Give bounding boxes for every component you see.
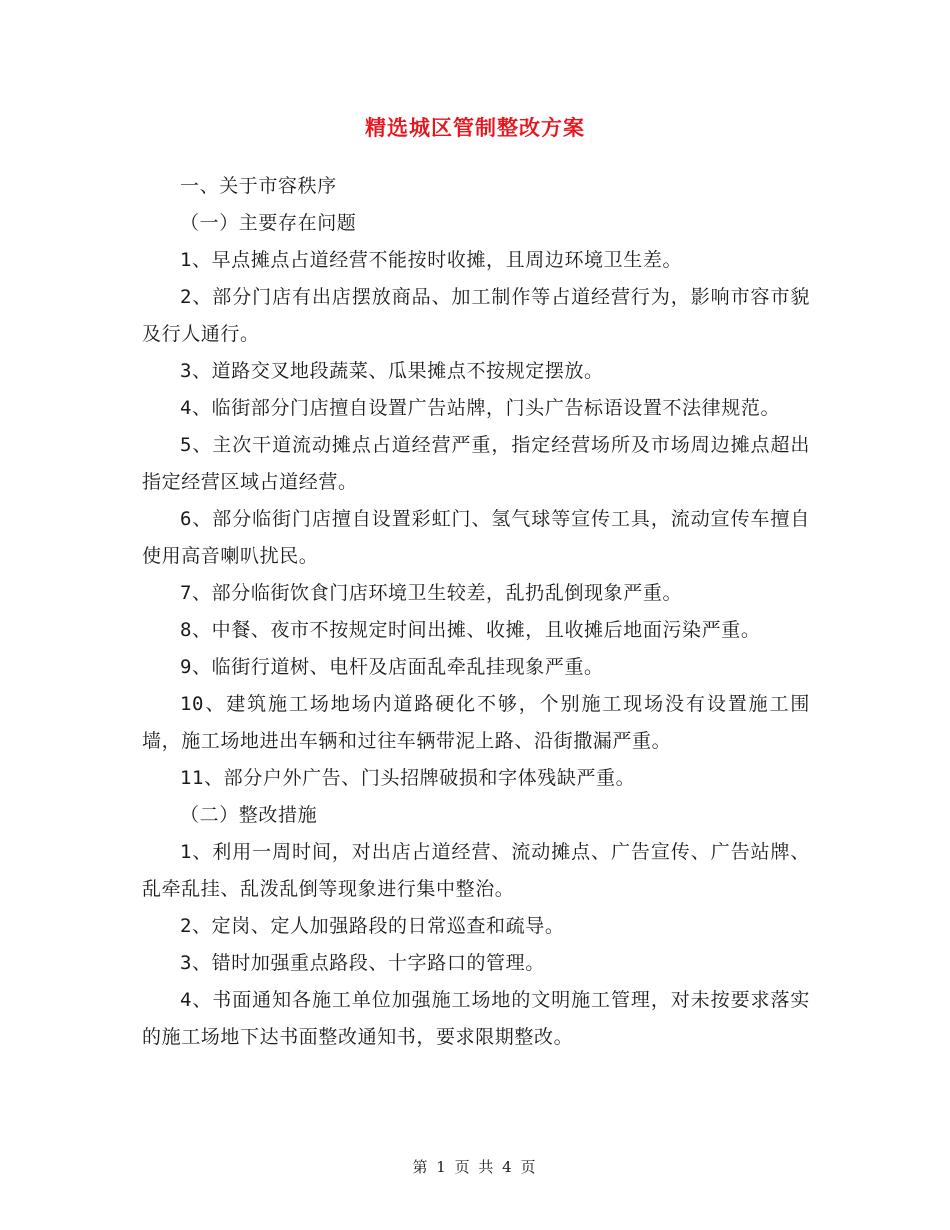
list-item: 2、定岗、定人加强路段的日常巡查和疏导。 (180, 915, 565, 937)
list-item: 3、道路交叉地段蔬菜、瓜果摊点不按规定摆放。 (180, 360, 604, 382)
list-item: 8、中餐、夜市不按规定时间出摊、收摊，且收摊后地面污染严重。 (180, 619, 761, 641)
subsection-heading: （二）整改措施 (180, 804, 318, 826)
list-item: 11、部分户外广告、门头招牌破损和字体残缺严重。 (180, 767, 636, 789)
list-item: 1、早点摊点占道经营不能按时收摊，且周边环境卫生差。 (180, 249, 683, 271)
document-body (142, 168, 810, 1056)
section-heading: 一、关于市容秩序 (180, 175, 337, 197)
list-item: 1、利用一周时间，对出店占道经营、流动摊点、广告宣传、广告站牌、乱牵乱挂、乱泼乱倒等现象进行集中整治。 (142, 841, 810, 900)
list-item: 5、主次干道流动摊点占道经营严重，指定经营场所及市场周边摊点超出指定经营区域占道经营。 (142, 434, 810, 493)
document-title: 精选城区管制整改方案 (365, 115, 585, 140)
list-item: 10、建筑施工场地场内道路硬化不够，个别施工现场没有设置施工围墙，施工场地进出车辆和过往车辆带泥上路、沿街撒漏严重。 (142, 693, 810, 752)
list-item: 6、部分临街门店擅自设置彩虹门、氢气球等宣传工具，流动宣传车擅自使用高音喇叭扰民。 (142, 508, 810, 567)
list-item: 4、临街部分门店擅自设置广告站牌，门头广告标语设置不法律规范。 (180, 397, 781, 419)
list-item: 2、部分门店有出店摆放商品、加工制作等占道经营行为，影响市容市貌及行人通行。 (142, 286, 810, 345)
list-item: 4、书面通知各施工单位加强施工场地的文明施工管理，对未按要求落实的施工场地下达书面整改通知书，要求限期整改。 (142, 989, 810, 1048)
subsection-heading: （一）主要存在问题 (180, 212, 357, 234)
list-item: 9、临街行道树、电杆及店面乱牵乱挂现象严重。 (180, 656, 604, 678)
page-number-footer: 第 1 页 共 4 页 (412, 1158, 538, 1176)
list-item: 7、部分临街饮食门店环境卫生较差，乱扔乱倒现象严重。 (180, 582, 683, 604)
list-item: 3、错时加强重点路段、十字路口的管理。 (180, 952, 545, 974)
